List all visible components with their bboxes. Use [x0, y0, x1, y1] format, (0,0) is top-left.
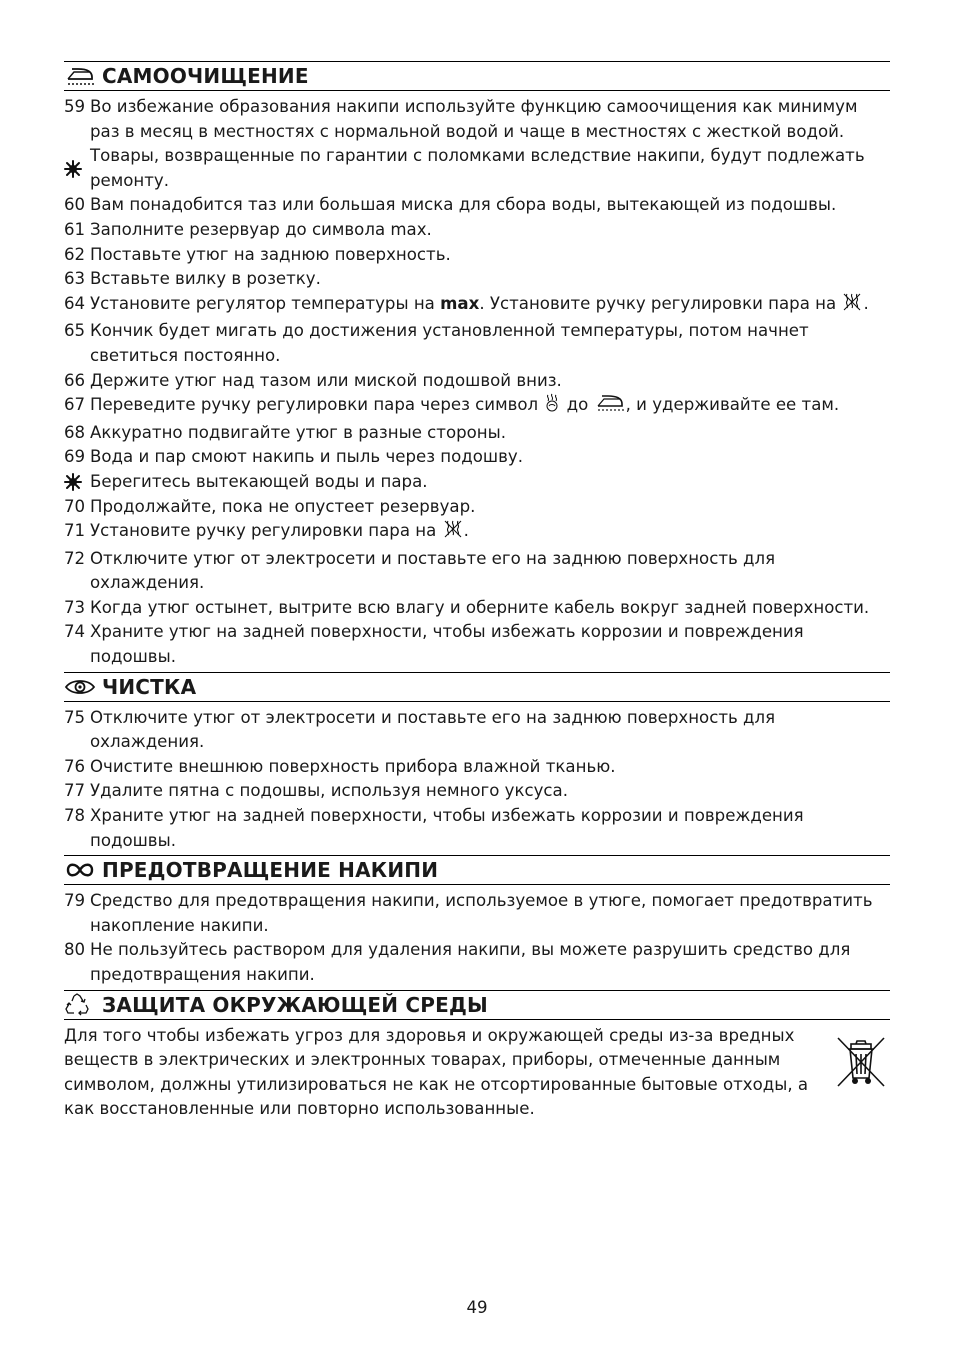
- item-number: 79: [64, 891, 86, 911]
- steam-off-icon: [443, 519, 463, 547]
- item-text: Берегитесь вытекающей воды и пара.: [90, 471, 428, 491]
- item-number: 64: [64, 293, 86, 313]
- list-item: [64, 319, 890, 368]
- item-number: 73: [64, 597, 86, 617]
- list-item: [64, 519, 890, 547]
- list-item: [64, 218, 890, 243]
- item-text-part: Переведите ручку регулировки пара через символ: [90, 395, 544, 415]
- self-clean-list: [64, 95, 890, 670]
- list-item: [64, 243, 890, 268]
- section-header-anti-scale: [64, 855, 890, 885]
- item-number: 63: [64, 269, 86, 289]
- list-item: [64, 369, 890, 394]
- item-number: 59: [64, 97, 86, 116]
- item-text-part: .: [463, 521, 469, 541]
- section-title: ПРЕДОТВРАЩЕНИЕ НАКИПИ: [102, 858, 439, 883]
- item-text: Удалите пятна с подошвы, используя немного уксуса.: [90, 781, 568, 801]
- eye-icon: [64, 675, 98, 699]
- list-item: [64, 706, 890, 755]
- infinity-icon: [64, 858, 98, 882]
- list-item-warning: [64, 144, 890, 193]
- item-text: Отключите утюг от электросети и поставьте его на заднюю поверхность для охлаждения.: [90, 548, 776, 593]
- item-number: 75: [64, 707, 86, 727]
- item-text: Вода и пар смоют накипь и пыль через подошву.: [90, 447, 523, 467]
- section-header-self-clean: [64, 61, 890, 91]
- item-text: Аккуратно подвигайте утюг в разные стороны.: [90, 422, 507, 442]
- item-number: 74: [64, 622, 86, 642]
- item-number: 60: [64, 195, 86, 215]
- item-text: Заполните резервуар до символа max.: [90, 219, 432, 239]
- list-item: [64, 445, 890, 470]
- item-text: [90, 519, 890, 547]
- list-item: [64, 421, 890, 446]
- item-number: 61: [64, 219, 86, 239]
- item-text: Продолжайте, пока не опустеет резервуар.: [90, 496, 476, 516]
- list-item: [64, 779, 890, 804]
- item-number: 70: [64, 496, 86, 516]
- section-title: ЧИСТКА: [102, 674, 197, 699]
- item-text: Когда утюг остынет, вытрите всю влагу и оберните кабель вокруг задней поверхности.: [90, 597, 870, 617]
- item-number: 67: [64, 395, 86, 415]
- item-text: Средство для предотвращения накипи, используемое в утюге, помогает предотвратить накопление накипи.: [90, 891, 873, 935]
- item-text-part: . Установите ручку регулировки пара на: [479, 293, 842, 313]
- list-item: [64, 596, 890, 621]
- cleaning-list: [64, 706, 890, 854]
- item-number: 68: [64, 422, 86, 442]
- list-item: [64, 495, 890, 520]
- item-text: Вам понадобится таз или большая миска для сбора воды, вытекающей из подошвы.: [90, 195, 837, 215]
- crossed-bin-icon: [836, 1034, 886, 1122]
- item-text-bold: max: [440, 293, 480, 313]
- page-number: 49: [466, 1298, 488, 1317]
- warning-icon: [64, 470, 90, 495]
- item-text: Товары, возвращенные по гарантии с поломками вследствие накипи, будут подлежать ремонту.: [90, 146, 865, 190]
- item-number: 78: [64, 806, 86, 826]
- list-item: [64, 393, 890, 421]
- list-item: [64, 755, 890, 780]
- item-number: 80: [64, 940, 86, 960]
- item-text: Поставьте утюг на заднюю поверхность.: [90, 244, 451, 264]
- list-item: [64, 292, 890, 320]
- item-number: 77: [64, 781, 86, 801]
- item-text: Отключите утюг от электросети и поставьте его на заднюю поверхность для охлаждения.: [90, 707, 776, 752]
- recycle-icon: [64, 993, 98, 1017]
- list-item: [64, 804, 890, 853]
- item-number: 76: [64, 756, 86, 776]
- item-text: [90, 393, 890, 421]
- item-text: Не пользуйтесь раствором для удаления накипи, вы можете разрушить средство для предотвращения накипи.: [90, 940, 851, 984]
- item-text-part: , и удерживайте ее там.: [625, 395, 840, 415]
- list-item: [64, 547, 890, 596]
- item-text: Во избежание образования накипи используйте функцию самоочищения как минимум раз в месяц в местностях с нормальной водой и чаще в местностях с жесткой водой.: [90, 97, 858, 141]
- manual-page: [64, 61, 890, 1122]
- section-title: ЗАЩИТА ОКРУЖАЮЩЕЙ СРЕДЫ: [102, 992, 488, 1017]
- item-text-part: до: [561, 395, 594, 415]
- list-item: [64, 889, 890, 938]
- steam-off-icon: [842, 292, 862, 320]
- warning-icon: [64, 144, 90, 193]
- item-text-part: Установите ручку регулировки пара на: [90, 521, 442, 541]
- item-text: Храните утюг на задней поверхности, чтобы избежать коррозии и повреждения подошвы.: [90, 806, 804, 850]
- anti-scale-list: [64, 889, 890, 987]
- item-number: 62: [64, 244, 86, 264]
- list-item: [64, 95, 890, 144]
- item-text: Держите утюг над тазом или миской подошвой вниз.: [90, 370, 562, 390]
- section-header-cleaning: [64, 672, 890, 702]
- list-item: [64, 193, 890, 218]
- item-number: 72: [64, 548, 86, 568]
- item-text: Кончик будет мигать до достижения установленной температуры, потом начнет светиться постоянно.: [90, 321, 809, 365]
- list-item-warning: [64, 470, 890, 495]
- list-item: [64, 267, 890, 292]
- item-text: Вставьте вилку в розетку.: [90, 269, 321, 289]
- item-text-part: .: [863, 293, 869, 313]
- section-title: САМООЧИЩЕНИЕ: [102, 64, 309, 88]
- item-text: Очистите внешнюю поверхность прибора влажной тканью.: [90, 756, 616, 776]
- item-text: Храните утюг на задней поверхности, чтобы избежать коррозии и повреждения подошвы.: [90, 622, 804, 667]
- item-number: 65: [64, 321, 86, 341]
- item-number: 69: [64, 447, 86, 467]
- item-number: 71: [64, 521, 86, 541]
- item-number: 66: [64, 370, 86, 390]
- item-text-part: Установите регулятор температуры на: [90, 293, 441, 313]
- steam-symbol-icon: [544, 393, 560, 421]
- environment-paragraph: Для того чтобы избежать угроз для здоровья и окружающей среды из-за вредных веществ в электрических и электронных товарах, приборы, отмеченные данным символом, должны утилизироваться не как не отсортированные бытовые отходы, а как восстановленные или повторно использованные.: [64, 1025, 809, 1119]
- list-item: [64, 938, 890, 987]
- section-header-environment: [64, 990, 890, 1020]
- environment-block: [64, 1024, 890, 1122]
- list-item: [64, 620, 890, 669]
- iron-steam-icon: [595, 393, 625, 421]
- iron-steam-icon: [64, 64, 98, 88]
- item-text: [90, 292, 890, 320]
